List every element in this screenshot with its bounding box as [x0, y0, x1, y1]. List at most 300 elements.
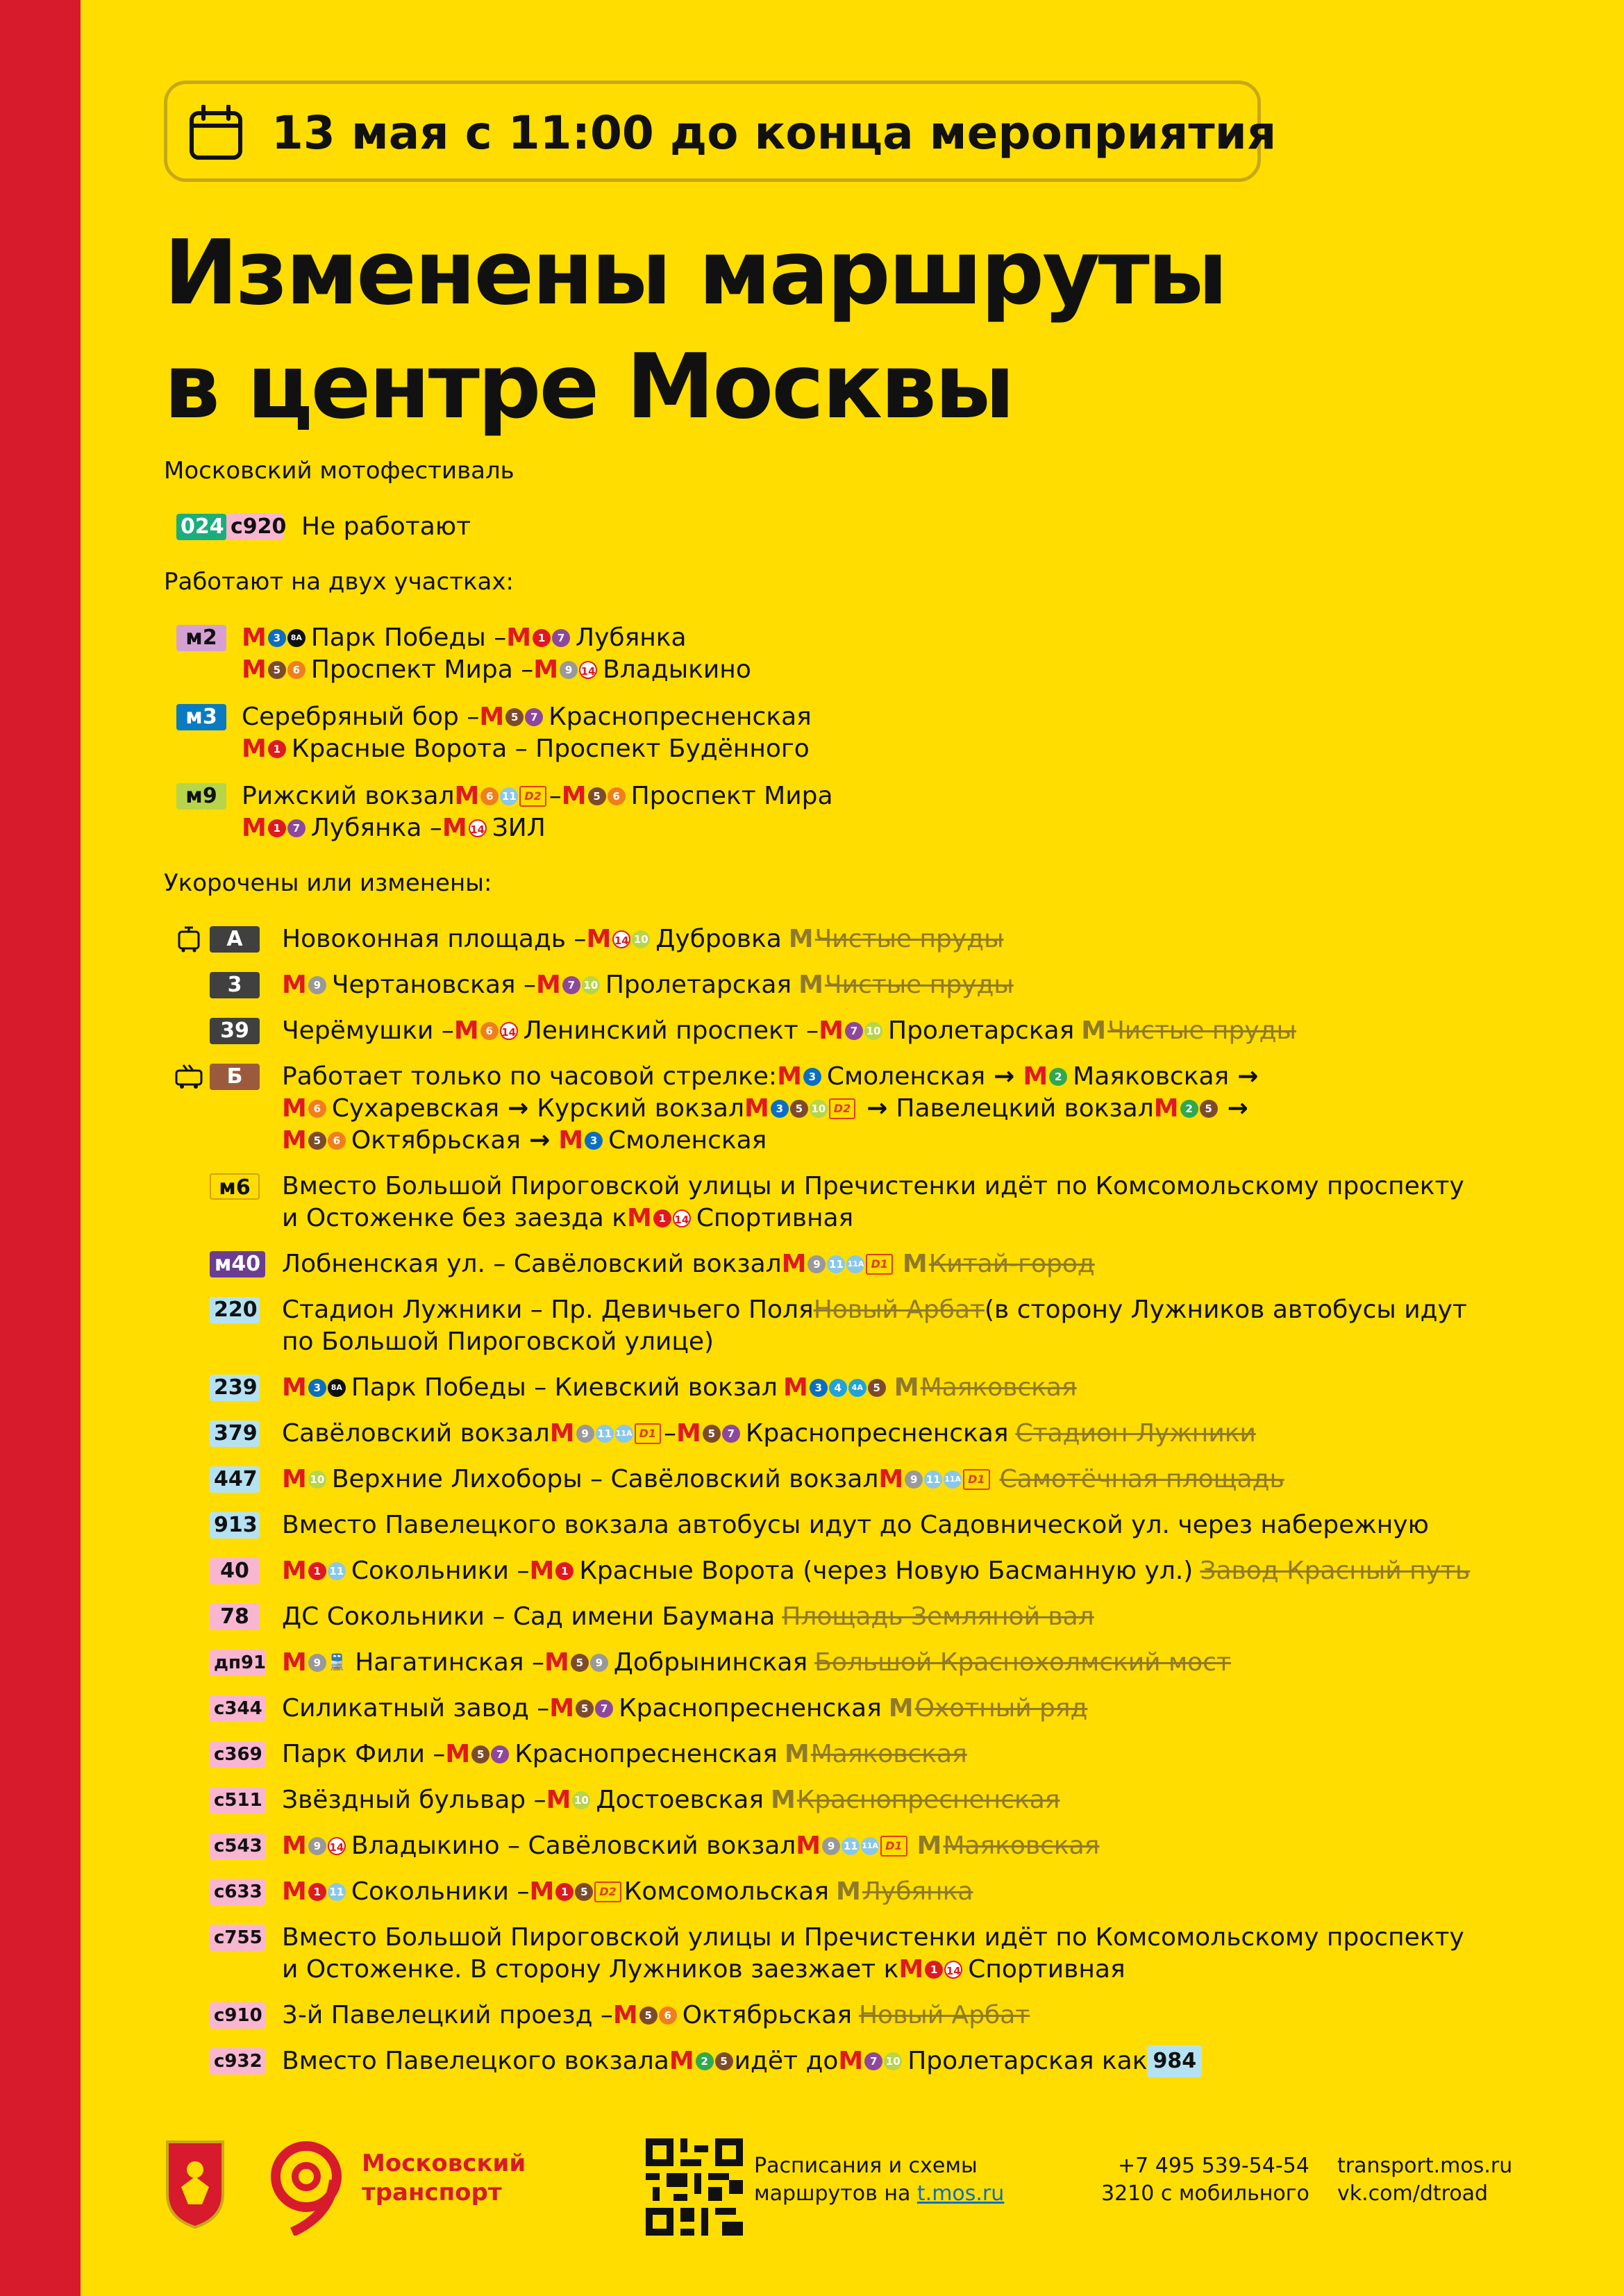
segment-text: 3-й Павелецкий проезд –	[282, 2001, 613, 2029]
arrow-right-icon: →	[508, 1094, 529, 1123]
arrow-right-icon: →	[529, 1126, 551, 1155]
route-379	[164, 1418, 1539, 1450]
route-c344	[164, 1693, 1539, 1725]
date-text: 13 мая с 11:00 до конца мероприятия	[271, 106, 1277, 160]
route-badge: с511	[210, 1787, 265, 1813]
event-name: Московский мотофестиваль	[164, 457, 514, 485]
line-6-icon: 6	[480, 787, 499, 805]
route-badge: дп91	[210, 1650, 265, 1676]
line-10-icon: 10	[582, 976, 600, 994]
segment-text: Краснопресненская	[549, 703, 812, 731]
org-line-1: Московский	[362, 2150, 526, 2177]
route-239	[164, 1372, 1539, 1404]
line-10-icon: 10	[884, 2052, 902, 2070]
segment-text: Лубянка	[576, 623, 687, 652]
line-4a-icon: 4А	[848, 1379, 867, 1397]
cancelled-stop: Чистые пруды	[1107, 1016, 1296, 1045]
vk-link[interactable]: vk.com/dtroad	[1337, 2181, 1489, 2206]
line-11a-icon: 11А	[944, 1470, 962, 1489]
route-39	[164, 1015, 1539, 1047]
line-5-icon: 5	[639, 2006, 658, 2025]
metro-icon: M	[627, 1204, 652, 1232]
line-9-icon: 9	[308, 976, 326, 994]
not-working-text: Не работают	[301, 512, 471, 541]
metro-icon: M	[282, 1094, 307, 1123]
route-badge: Б	[210, 1064, 260, 1090]
segment-text: Проспект Мира	[630, 782, 833, 810]
metro-icon: M	[676, 1419, 701, 1448]
line-3-icon: 3	[268, 629, 286, 647]
line-5-icon: 5	[588, 787, 606, 805]
calendar-icon	[188, 105, 244, 160]
line-11-icon: 11	[328, 1562, 346, 1580]
line-10-icon: 10	[308, 1470, 326, 1489]
line-6-icon: 6	[308, 1100, 326, 1118]
metro-icon: M	[546, 1786, 571, 1814]
segment-text: Парк Победы –	[310, 623, 507, 652]
segment-text: Пролетарская как	[907, 2047, 1148, 2075]
metro-icon: M	[669, 2047, 694, 2075]
line-5-icon: 5	[571, 1654, 589, 1672]
route-badge: 447	[210, 1466, 260, 1493]
segment-text: Силикатный завод –	[282, 1694, 550, 1723]
line-10-icon: 10	[810, 1100, 828, 1118]
segment-text: идёт до	[734, 2047, 839, 2075]
cancelled-stop: Маяковская	[810, 1740, 967, 1768]
segment-text: –	[549, 782, 562, 810]
route-78	[164, 1601, 1539, 1633]
metro-icon: M	[902, 1250, 928, 1278]
cancelled-stop: Площадь Земляной вал	[782, 1602, 1094, 1631]
route-badge-984: 984	[1147, 2045, 1202, 2077]
line-1-icon: 1	[268, 819, 286, 837]
metro-icon: M	[442, 814, 467, 842]
segment-text: Маяковская	[1073, 1062, 1230, 1091]
mcd-d2-icon: D2	[519, 786, 546, 807]
segment-text: Комсомольская	[623, 1877, 829, 1906]
segment-text: Верхние Лихоборы – Савёловский вокзал	[331, 1465, 879, 1493]
metro-icon: M	[1023, 1062, 1048, 1091]
tram-icon	[175, 926, 203, 953]
schedule-link[interactable]: t.mos.ru	[916, 2181, 1005, 2206]
line-3-icon: 3	[803, 1068, 821, 1086]
line-5-icon: 5	[308, 1132, 326, 1150]
metro-icon: M	[282, 1648, 307, 1677]
segment-text: Добрынинская	[613, 1648, 808, 1677]
cancelled-stop: Большой Краснохолмский мост	[814, 1648, 1231, 1677]
line-10-icon: 10	[632, 930, 650, 948]
route-badge: 239	[210, 1375, 260, 1401]
websites	[1337, 2152, 1512, 2208]
route-badge: с910	[210, 2002, 265, 2029]
metro-icon: M	[453, 1016, 479, 1045]
metro-icon: M	[242, 623, 267, 652]
metro-icon: M	[798, 971, 823, 999]
segment-text: Нагатинская –	[355, 1648, 544, 1677]
metro-icon: M	[777, 1062, 802, 1091]
not-working-row	[164, 511, 1539, 543]
mcd-d1-icon: D1	[866, 1254, 892, 1275]
line-2-icon: 2	[1049, 1068, 1067, 1086]
line-8a-icon: 8А	[287, 629, 305, 647]
route-badge: м3	[176, 704, 226, 730]
line-9-icon: 9	[822, 1837, 840, 1855]
metro-icon: M	[242, 735, 267, 763]
line-1-icon: 1	[555, 1562, 574, 1580]
title-line-1: Изменены маршруты	[164, 221, 1226, 325]
org-line-2: транспорт	[362, 2179, 502, 2206]
route-B	[164, 1061, 1539, 1159]
segment-text: Дубровка	[655, 925, 782, 953]
metro-icon: M	[242, 655, 267, 684]
segment-text: Сокольники –	[351, 1877, 530, 1906]
qr-code-icon[interactable]	[646, 2138, 743, 2236]
title-line-2: в центре Москвы	[164, 335, 1013, 439]
cancelled-stop: Лубянка	[862, 1877, 973, 1906]
line-3-icon: 3	[585, 1132, 603, 1150]
footer	[164, 2138, 1552, 2249]
segment-text: (в сторону Лужников автобусы идут	[985, 1296, 1467, 1324]
side-stripe	[0, 0, 81, 2296]
route-3	[164, 969, 1539, 1001]
segment-text: –	[664, 1419, 677, 1448]
line-5-icon: 5	[268, 661, 286, 679]
segment-text: Краснопресненская	[619, 1694, 882, 1723]
line-5-icon: 5	[868, 1379, 886, 1397]
metro-icon: M	[586, 925, 612, 953]
line-9-icon: 9	[560, 661, 578, 679]
line-11-icon: 11	[596, 1425, 614, 1443]
cancelled-stop: Новый Арбат	[858, 2001, 1030, 2029]
line-2-icon: 2	[1180, 1100, 1198, 1118]
line-7-icon: 7	[552, 629, 570, 647]
segment-text: Владыкино – Савёловский вокзал	[351, 1832, 796, 1860]
arrow-right-icon: →	[994, 1062, 1015, 1091]
cancelled-stop: Охотный ряд	[914, 1694, 1088, 1723]
segment-text: Октябрьская	[682, 2001, 852, 2029]
route-badge: м2	[176, 625, 226, 651]
metro-icon: M	[282, 1557, 307, 1585]
mobile-short-number: 3210 с мобильного	[1101, 2181, 1309, 2206]
segment-text: Пролетарская	[888, 1016, 1075, 1045]
metro-icon: M	[836, 1877, 861, 1906]
segment-text: Вместо Большой Пироговской улицы и Пречистенки идёт по Комсомольскому проспекту	[282, 1923, 1464, 1952]
metro-icon: M	[819, 1016, 844, 1045]
segment-text: Лубянка –	[310, 814, 442, 842]
route-c633	[164, 1876, 1539, 1908]
schedule-info	[754, 2152, 1004, 2208]
metro-icon: M	[878, 1465, 904, 1493]
metro-icon: M	[445, 1740, 471, 1768]
segment-text: Проспект Мира –	[310, 655, 534, 684]
segment-text: Павелецкий вокзал	[896, 1094, 1154, 1123]
line-7-icon: 7	[287, 819, 305, 837]
route-badge: 913	[210, 1512, 260, 1539]
trolleybus-icon	[175, 1064, 203, 1090]
metro-icon: M	[506, 623, 532, 652]
segment-text: Краснопресненская	[745, 1419, 1009, 1448]
changed-header: Укорочены или изменены:	[164, 869, 492, 897]
segment-text: Вместо Большой Пироговской улицы и Пречистенки идёт по Комсомольскому проспекту	[282, 1172, 1464, 1200]
segment-text: Владыкино	[603, 655, 751, 684]
line-1-icon: 1	[268, 740, 286, 758]
segment-text: Сокольники –	[351, 1557, 530, 1585]
segment-text: Вместо Павелецкого вокзала	[282, 2047, 669, 2075]
line-5-icon: 5	[575, 1883, 593, 1901]
line-14-icon: 14	[944, 1961, 962, 1979]
line-11a-icon: 11А	[846, 1255, 864, 1273]
route-badge: с344	[210, 1695, 265, 1722]
segment-text: Смоленская	[608, 1126, 767, 1155]
line-7-icon: 7	[845, 1022, 863, 1040]
line-9-icon: 9	[590, 1654, 608, 1672]
metro-icon: M	[282, 1832, 307, 1860]
segment-text: Рижский вокзал	[242, 782, 455, 810]
line-1-icon: 1	[925, 1961, 943, 1979]
route-badge: 78	[210, 1604, 260, 1630]
line-1-icon: 1	[308, 1562, 326, 1580]
segment-text: Смоленская	[826, 1062, 986, 1091]
metro-icon: M	[888, 1694, 914, 1723]
cancelled-stop: Китай-город	[928, 1250, 1095, 1278]
line-9-icon: 9	[308, 1837, 326, 1855]
cancelled-stop: Чистые пруды	[814, 925, 1004, 953]
date-banner	[164, 81, 1277, 182]
segment-text: Красные Ворота (через Новую Басманную ул.)	[579, 1557, 1194, 1585]
segment-text: Пролетарская	[605, 971, 792, 999]
route-c369	[164, 1738, 1539, 1770]
segment-text: Красные Ворота – Проспект Будённого	[291, 735, 810, 763]
line-5-icon: 5	[703, 1425, 721, 1443]
organization-name	[362, 2149, 526, 2207]
segment-text: Краснопресненская	[514, 1740, 778, 1768]
route-m6	[164, 1171, 1539, 1237]
route-badge: м9	[176, 783, 226, 810]
metro-icon: M	[838, 2047, 864, 2075]
segment-text: Серебряный бор –	[242, 703, 480, 731]
route-badge: с369	[210, 1741, 265, 1768]
segment-text: Стадион Лужники – Пр. Девичьего Поля	[282, 1296, 814, 1324]
line-11-icon: 11	[827, 1255, 845, 1273]
line-4-icon: 4	[829, 1379, 847, 1397]
metro-icon: M	[282, 971, 307, 999]
two-sections-header: Работают на двух участках:	[164, 568, 514, 596]
line-11-icon: 11	[500, 787, 518, 805]
line-1-icon: 1	[533, 629, 551, 647]
line-14-icon: 14	[612, 930, 630, 948]
metro-icon: M	[781, 1250, 807, 1278]
line-7-icon: 7	[722, 1425, 740, 1443]
metro-icon: M	[782, 1373, 808, 1402]
line-6-icon: 6	[480, 1022, 499, 1040]
route-m3	[164, 701, 1539, 768]
route-40	[164, 1555, 1539, 1587]
segment-text: Парк Фили –	[282, 1740, 446, 1768]
line-3-icon: 3	[810, 1379, 828, 1397]
cancelled-stop: Завод Красный путь	[1200, 1557, 1471, 1585]
metro-icon: M	[282, 1373, 307, 1402]
segment-text: Звёздный бульвар –	[282, 1786, 546, 1814]
line-5-icon: 5	[790, 1100, 808, 1118]
arrow-right-icon: →	[1227, 1094, 1248, 1123]
line-7-icon: 7	[864, 2052, 882, 2070]
route-m9	[164, 780, 1539, 847]
phone-number[interactable]: +7 495 539-54-54	[1118, 2154, 1309, 2178]
cancelled-stop: Чистые пруды	[824, 971, 1014, 999]
line-3-icon: 3	[771, 1100, 789, 1118]
route-c910	[164, 2000, 1539, 2031]
route-badge: 39	[210, 1018, 260, 1044]
mcd-d1-icon: D1	[963, 1469, 989, 1490]
segment-text: Достоевская	[596, 1786, 764, 1814]
route-badge: с932	[210, 2048, 265, 2075]
line-1-icon: 1	[653, 1209, 671, 1227]
route-dp91	[164, 1647, 1539, 1679]
line-11a-icon: 11А	[861, 1837, 879, 1855]
segment-text: Черёмушки –	[282, 1016, 454, 1045]
line-3-icon: 3	[308, 1379, 326, 1397]
line-1-icon: 1	[555, 1883, 574, 1901]
line-5-icon: 5	[471, 1745, 489, 1763]
page-title	[164, 217, 1226, 444]
metro-icon: M	[533, 655, 559, 684]
route-badge-c920: с920	[226, 514, 283, 540]
moscow-coat-of-arms-icon	[164, 2138, 226, 2229]
mcd-d1-icon: D1	[635, 1423, 661, 1444]
route-m2	[164, 622, 1539, 689]
metro-icon: M	[529, 1557, 555, 1585]
metro-icon: M	[479, 703, 505, 731]
segment-text: Чертановская –	[331, 971, 537, 999]
route-badge: с633	[210, 1879, 265, 1905]
moscow-transport-logo-icon	[265, 2138, 348, 2236]
segment-text: и Остоженке без заезда к	[282, 1204, 627, 1232]
line-7-icon: 7	[595, 1700, 613, 1718]
segment-text: Ленинский проспект –	[523, 1016, 819, 1045]
metro-icon: M	[558, 1126, 584, 1155]
line-9-icon: 9	[308, 1654, 326, 1672]
segment-text: Новоконная площадь –	[282, 925, 587, 953]
segment-text: Спортивная	[696, 1204, 854, 1232]
metro-icon: M	[796, 1832, 821, 1860]
route-badge: с543	[210, 1833, 265, 1859]
line-7-icon: 7	[562, 976, 580, 994]
metro-icon: M	[561, 782, 587, 810]
line-7-icon: 7	[491, 1745, 509, 1763]
metro-icon: M	[282, 1465, 307, 1493]
segment-text: Савёловский вокзал	[282, 1419, 550, 1448]
metro-icon: M	[612, 2001, 638, 2029]
mcd-d1-icon: D1	[880, 1836, 907, 1857]
metro-icon: M	[544, 1648, 569, 1677]
cancelled-stop: Маяковская	[943, 1832, 1100, 1860]
line-10-icon: 10	[864, 1022, 882, 1040]
schedule-line-2: маршрутов на	[754, 2181, 917, 2206]
metro-icon: M	[529, 1877, 555, 1906]
route-913	[164, 1509, 1539, 1541]
route-badge: 3	[210, 972, 260, 998]
line-10-icon: 10	[572, 1791, 590, 1809]
metro-icon: M	[1081, 1016, 1107, 1045]
metro-icon: M	[282, 1126, 307, 1155]
route-badge: м40	[210, 1251, 265, 1277]
mcd-d2-icon: D2	[829, 1098, 855, 1119]
metro-icon: M	[916, 1832, 942, 1860]
line-11a-icon: 11А	[615, 1425, 633, 1443]
metro-icon: M	[894, 1373, 919, 1402]
segment-text: Спортивная	[968, 1955, 1125, 1984]
segment-text: ДС Сокольники – Сад имени Баумана	[282, 1602, 776, 1631]
metro-icon: M	[536, 971, 561, 999]
metro-icon: M	[549, 1694, 575, 1723]
line-6-icon: 6	[608, 787, 626, 805]
route-badge: м6	[210, 1173, 260, 1200]
cancelled-stop: Маяковская	[920, 1373, 1077, 1402]
contact-phones	[1101, 2152, 1309, 2208]
segment-text: Работает только по часовой стрелке:	[282, 1062, 778, 1091]
metro-icon: M	[898, 1955, 924, 1984]
schedule-line-1: Расписания и схемы	[754, 2154, 978, 2178]
line-9-icon: 9	[576, 1425, 594, 1443]
route-c511	[164, 1784, 1539, 1816]
line-5-icon: 5	[576, 1700, 594, 1718]
cancelled-stop: Самотёчная площадь	[999, 1465, 1284, 1493]
website-link[interactable]: transport.mos.ru	[1337, 2154, 1513, 2178]
line-6-icon: 6	[328, 1132, 346, 1150]
line-14-icon: 14	[579, 661, 597, 679]
line-11-icon: 11	[924, 1470, 942, 1489]
route-c932	[164, 2045, 1539, 2077]
route-badge: 40	[210, 1558, 260, 1584]
metro-icon: M	[549, 1419, 575, 1448]
route-badge: 379	[210, 1421, 260, 1447]
segment-text: Парк Победы – Киевский вокзал	[351, 1373, 778, 1402]
line-14-icon: 14	[469, 819, 487, 837]
line-11-icon: 11	[842, 1837, 860, 1855]
line-14-icon: 14	[500, 1022, 518, 1040]
route-m40	[164, 1248, 1539, 1280]
segment-text: по Большой Пироговской улице)	[282, 1327, 714, 1356]
line-2-icon: 2	[696, 2052, 714, 2070]
line-9-icon: 9	[807, 1255, 826, 1273]
metro-icon: M	[242, 814, 267, 842]
route-badge: А	[210, 926, 260, 953]
line-6-icon: 6	[659, 2006, 677, 2025]
cancelled-stop: Стадион Лужники	[1015, 1419, 1256, 1448]
line-8a-icon: 8А	[328, 1379, 346, 1397]
route-badge: с755	[210, 1925, 265, 1951]
mcd-d2-icon: D2	[594, 1882, 621, 1902]
metro-icon: M	[784, 1740, 810, 1768]
metro-icon: M	[744, 1094, 769, 1123]
train-icon: 🚆	[327, 1654, 347, 1671]
metro-icon: M	[454, 782, 480, 810]
line-5-icon: 5	[715, 2052, 733, 2070]
line-5-icon: 5	[505, 708, 524, 726]
route-447	[164, 1464, 1539, 1495]
metro-icon: M	[282, 1877, 307, 1906]
segment-text: Лобненская ул. – Савёловский вокзал	[282, 1250, 782, 1278]
cancelled-stop: Новый Арбат	[813, 1296, 985, 1324]
line-14-icon: 14	[328, 1837, 346, 1855]
metro-icon: M	[770, 1786, 796, 1814]
segment-text: и Остоженке. В сторону Лужников заезжает к	[282, 1955, 899, 1984]
line-5-icon: 5	[1200, 1100, 1218, 1118]
route-c755	[164, 1922, 1539, 1988]
segment-text: Курский вокзал	[537, 1094, 744, 1123]
metro-icon: M	[1153, 1094, 1179, 1123]
route-badge: 220	[210, 1297, 260, 1323]
